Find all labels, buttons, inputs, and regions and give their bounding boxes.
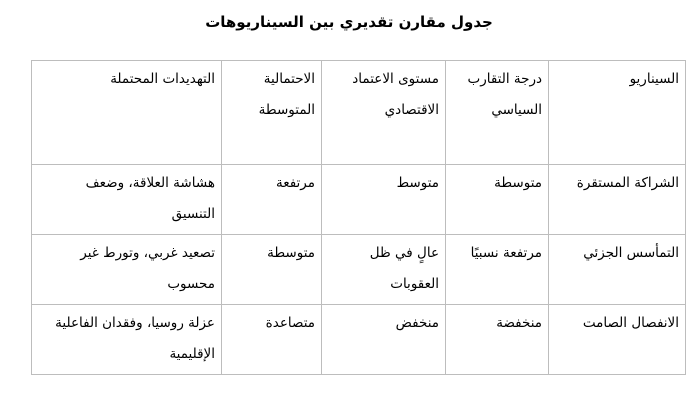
table-row — [32, 305, 686, 375]
header-cell-potential-threats: التهديدات المحتملة — [32, 61, 222, 165]
table-cell: متوسط — [322, 165, 446, 235]
table-cell: الانفصال الصامت — [549, 305, 686, 375]
table-cell: الشراكة المستقرة — [549, 165, 686, 235]
table-cell: متصاعدة — [222, 305, 322, 375]
table-cell: متوسطة — [222, 235, 322, 305]
table-cell: متوسطة — [446, 165, 549, 235]
table-cell: مرتفعة نسبيًا — [446, 235, 549, 305]
table-cell: تصعيد غربي، وتورط غير محسوب — [32, 235, 222, 305]
table-cell: التمأسس الجزئي — [549, 235, 686, 305]
table-header-row — [32, 61, 686, 165]
table-title: جدول مقارن تقديري بين السيناريوهات — [205, 13, 493, 31]
table-cell: منخفضة — [446, 305, 549, 375]
table-cell: عالٍ في ظل العقوبات — [322, 235, 446, 305]
header-cell-average-probability: الاحتمالية المتوسطة — [222, 61, 322, 165]
table-cell: منخفض — [322, 305, 446, 375]
header-cell-scenario: السيناريو — [549, 61, 686, 165]
table-row — [32, 235, 686, 305]
header-cell-political-convergence: درجة التقارب السياسي — [446, 61, 549, 165]
table-row — [32, 165, 686, 235]
table-cell: عزلة روسيا، وفقدان الفاعلية الإقليمية — [32, 305, 222, 375]
header-cell-economic-dependence: مستوى الاعتماد الاقتصادي — [322, 61, 446, 165]
table-cell: هشاشة العلاقة، وضعف التنسيق — [32, 165, 222, 235]
scenario-comparison-table — [31, 60, 686, 375]
table-cell: مرتفعة — [222, 165, 322, 235]
